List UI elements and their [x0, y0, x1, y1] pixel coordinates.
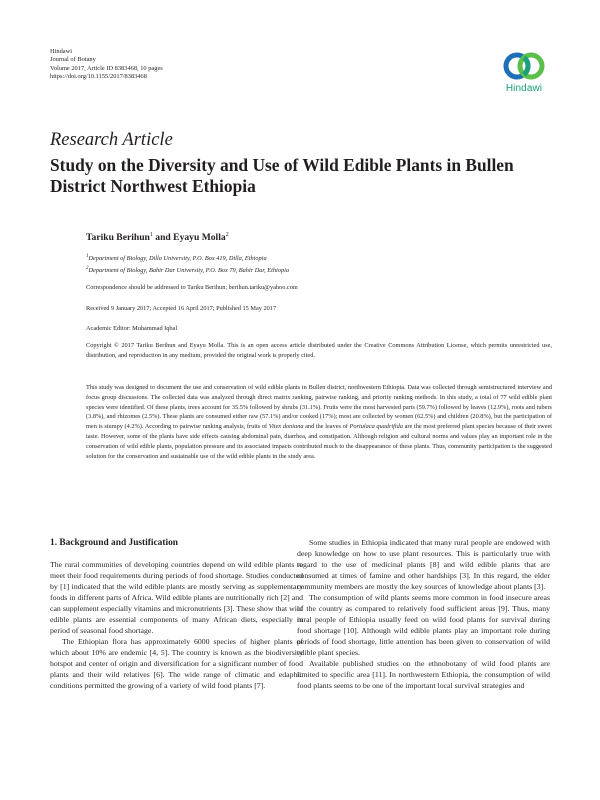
abstract-text: This study was designed to document the use and conservation of wild edible plants in Bullen district, northwestern Ethiopia. Data was collected through semistructured interview and focus group discussions. The collected data was analyzed through direct matrix ranking, pairwise ranking, and priority ranking methods. In this study, a total of 77 wild edible plant species were identified. Of these plants, trees account for 35.5% followed by shrubs (31.1%). Fruits were the most harvested parts (59.7%) followed by leaves (12.9%), roots and tubers (3.8%), and rhizomes (2.5%). These plants are consumed either raw (57.1%) and/or cooked (17%); most are collected by women (62.5%) and children (20.8%), but the participation of men is stumpy (4.2%). According to pairwise ranking analysis, fruits of [86, 384, 552, 431]
body-paragraph: Available published studies on the ethnobotany of wild food plants are limited to specific area [11]. In northwestern Ethiopia, the consumption of wild food plants seems to be one of the important local survival strategies and [297, 659, 550, 690]
abstract [86, 383, 552, 461]
author-name: Tariku Berihun [86, 232, 150, 244]
academic-editor: Academic Editor: Muhammad Iqbal [86, 325, 178, 332]
body-paragraph: The Ethiopian flora has approximately 6000 species of higher plants of which about 10% are endemic [4, 5]. The country is known as the biodiversity hotspot and center of origin and diversification for a significant number of food plants and their wild relatives [6]. The wide range of climatic and edaphic conditions permitted the growing of a variety of wild food plants [7]. [50, 637, 303, 690]
abstract-text: and the leaves of [303, 423, 350, 431]
affiliation-text: Department of Biology, Dilla University, P.O. Box 419, Dilla, Ethiopia [88, 255, 267, 263]
hindawi-logo-icon [503, 49, 545, 83]
species-name: Portulaca quadrifida [349, 423, 403, 431]
logo-text: Hindawi [505, 83, 543, 94]
body-paragraph: Some studies in Ethiopia indicated that many rural people are endowed with deep knowledge on how to use plant resources. This is particularly true with regard to the use of medicinal plants [8] and wild edible plants that are consumed at times of famine and other hardships [3]. In this regard, the elder community members are mostly the key sources of knowledge about plants [3]. [297, 538, 550, 591]
author-list [86, 232, 229, 243]
publisher-name: Hindawi [50, 48, 73, 55]
species-name: Vitex doniana [268, 423, 304, 431]
author-joiner: and [152, 232, 174, 244]
journal-name: Journal of Botany [50, 56, 96, 64]
affiliation-mark: 1 [86, 254, 89, 259]
section-heading: 1. Background and Justification [50, 538, 178, 548]
affiliation [86, 264, 556, 276]
affiliation-list [86, 252, 556, 276]
affiliation-text: Department of Biology, Bahir Dar University, P.O. Box 79, Bahir Dar, Ethiopia [88, 267, 289, 275]
copyright-notice: Copyright © 2017 Tariku Berihun and Eyayu Molla. This is an open access article distributed under the Creative Commons Attribution License, which permits unrestricted use, distribution, and reproduction in any medium, provided the original work is properly cited. [86, 342, 552, 359]
body-paragraph: The consumption of wild plants seems more common in food insecure areas of the country as compared to relatively food sufficient areas [9]. Thus, many rural people of Ethiopia usually feed on wild food plants for survival during food shortage [10]. Although wild edible plants play an important role during periods of food shortage, little attention has been given to conservation of wild edible plant species. [297, 593, 550, 657]
author-name: Eyayu Molla [173, 232, 226, 244]
article-title: Study on the Diversity and Use of Wild Edible Plants in Bullen District Northwest Ethiopia [50, 155, 514, 196]
affiliation-mark: 2 [86, 266, 89, 272]
volume-info: Volume 2017, Article ID 8383468, 10 pages [50, 64, 163, 72]
abstract-text: are the most preferred plant species because of their sweet taste. However, some of the plants have side effects causing abdominal pain, diarrhea, and constipation. Although religion and cultural norms and values play an important role in the conservation of wild edible plants, population pressure and its associated impacts contributed much to the disappearance of these plants. Thus, community participation is the suggested solution for the conservation and sustainable use of the wild edible plants in the study area. [86, 423, 552, 460]
doi-link[interactable]: https://doi.org/10.1155/2017/8383468 [50, 72, 147, 80]
journal-info [50, 48, 163, 81]
correspondence: Correspondence should be addressed to Tariku Berihun; berihun.tariku@yahoo.com [86, 284, 298, 291]
hindawi-logo [500, 49, 548, 105]
author-affiliation-mark: 1 [149, 232, 153, 238]
affiliation [86, 252, 556, 264]
publication-dates: Received 9 January 2017; Accepted 16 April 2017; Published 15 May 2017 [86, 305, 277, 312]
author-affiliation-mark: 2 [225, 232, 229, 238]
body-column-right [297, 537, 550, 691]
article-type: Research Article [50, 130, 173, 150]
body-column-left [50, 537, 303, 691]
body-paragraph: The rural communities of developing countries depend on wild edible plants to meet their food requirements during periods of food shortage. Studies conducted by [1] indicated that the wild edible plants are mostly serving as supplementary foods in different parts of Africa. Wild edible plants are nutritionally rich [2] and can supplement especially vitamins and micronutrients [3]. These show that wild edible plants are essential components of many African diets, especially in period of seasonal food shortage. [50, 560, 303, 635]
